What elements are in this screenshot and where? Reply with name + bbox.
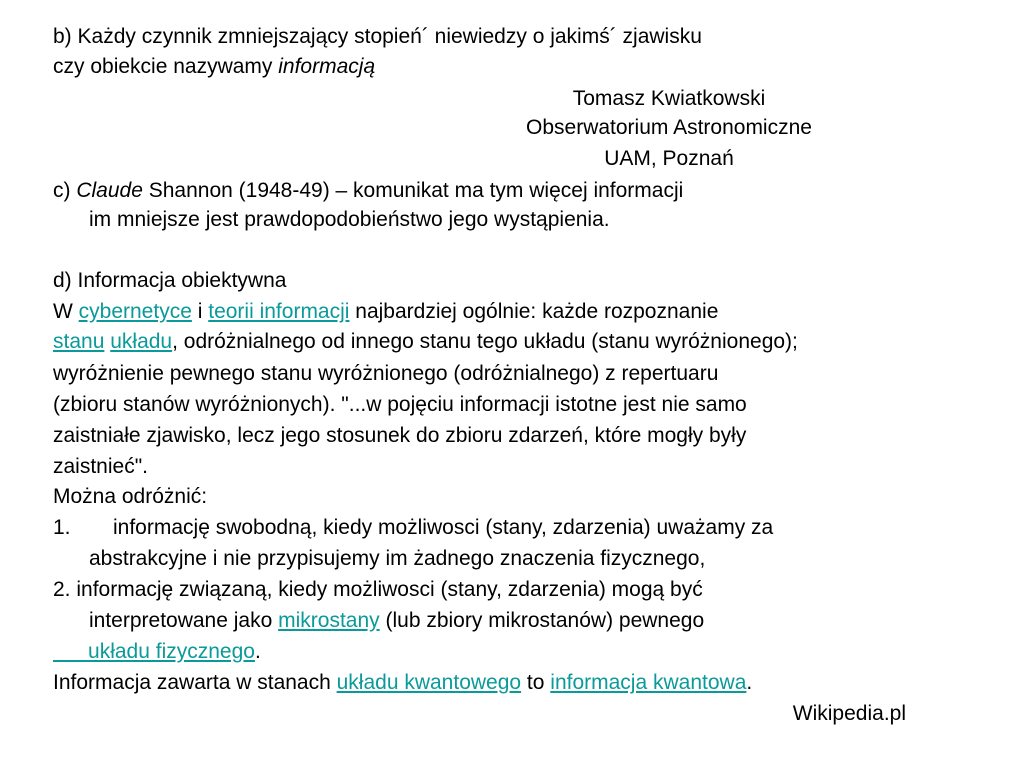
final-period: .	[746, 671, 753, 694]
text-odroznialnego: , odróżnialnego od innego stanu tego układu (stanu wyróżnionego);	[172, 330, 798, 353]
section-d-heading: d) Informacja obiektywna	[53, 269, 287, 292]
link-stanu[interactable]: stanu	[53, 330, 105, 353]
section-c-prefix: c)	[53, 179, 77, 202]
link-ukladu-kwantowego[interactable]: układu kwantowego	[336, 671, 522, 694]
list-item-2-line-1: 2. informację związaną, kiedy możliwosci (stany, zdarzenia) mogą być	[53, 578, 703, 601]
author-institution: Obserwatorium Astronomiczne	[526, 116, 812, 139]
text-informacja-zawarta: Informacja zawarta w stanach	[53, 671, 337, 694]
informacja-term: informacją	[278, 55, 376, 78]
section-b-line-2	[53, 53, 375, 81]
section-d-line-4: (zbioru stanów wyróżnionych). "...w pojęciu informacji istotne jest nie samo	[53, 393, 747, 416]
link-ukladu-fizycznego[interactable]	[53, 640, 255, 663]
list-item-2-line-2	[89, 607, 704, 635]
mozna-odroznic: Można odróżnić:	[53, 485, 208, 508]
link-informacja-kwantowa[interactable]: informacja kwantowa	[550, 671, 747, 694]
link-ukladu-fizycznego-text[interactable]: układu fizycznego	[88, 640, 255, 663]
section-b-line-2-text: czy obiekcie nazywamy	[53, 55, 279, 78]
list-item-2-line-3	[53, 638, 261, 666]
text-rozpoznanie: najbardziej ogólnie: każde rozpoznanie	[349, 300, 719, 323]
author-place: UAM, Poznań	[604, 147, 734, 170]
list-item-1-number: 1.	[53, 516, 71, 539]
link-ukladu[interactable]: układu	[110, 330, 173, 353]
list-item-1-line-1	[53, 514, 773, 542]
list-item-1-line-2: abstrakcyjne i nie przypisujemy im żadnego znaczenia fizycznego,	[89, 547, 706, 570]
period: .	[254, 640, 261, 663]
section-b-line-1: b) Każdy czynnik zmniejszający stopień´ niewiedzy o jakimś´ zjawisku	[53, 25, 702, 48]
link-mikrostany[interactable]: mikrostany	[278, 609, 380, 632]
section-d-line-6: zaistnieć".	[53, 455, 148, 478]
section-d-line-3: wyróżnienie pewnego stanu wyróżnionego (odróżnialnego) z repertuaru	[53, 362, 719, 385]
list-item-1-text: informację swobodną, kiedy możliwosci (stany, zdarzenia) uważamy za	[113, 516, 774, 539]
final-line	[53, 669, 752, 697]
text-w: W	[53, 300, 79, 323]
text-interpretowane: interpretowane jako	[89, 609, 279, 632]
author-name: Tomasz Kwiatkowski	[572, 87, 766, 110]
text-i: i	[191, 300, 209, 323]
section-d-line-5: zaistniałe zjawisko, lecz jego stosunek do zbioru zdarzeń, które mogły były	[53, 424, 747, 447]
text-mikrostanow: (lub zbiory mikrostanów) pewnego	[379, 609, 705, 632]
section-d-line-1	[53, 298, 718, 326]
claude-name: Claude	[76, 179, 143, 202]
section-c-text: Shannon (1948-49) – komunikat ma tym więcej informacji	[142, 179, 684, 202]
link-cybernetyce[interactable]: cybernetyce	[78, 300, 192, 323]
text-to: to	[521, 671, 551, 694]
section-c-line-1	[53, 177, 683, 205]
link-teorii-informacji[interactable]: teorii informacji	[208, 300, 350, 323]
section-d-line-2	[53, 328, 798, 356]
section-c-line-2: im mniejsze jest prawdopodobieństwo jego wystąpienia.	[89, 208, 610, 231]
source-label: Wikipedia.pl	[792, 702, 906, 725]
